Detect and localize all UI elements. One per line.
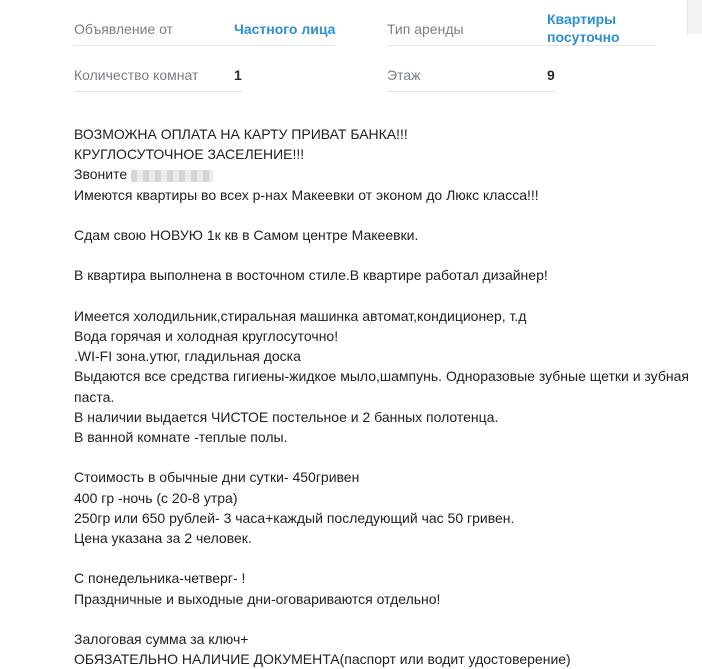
description-line: ОБЯЗАТЕЛЬНО НАЛИЧИЕ ДОКУМЕНТА(паспорт или водит удостоверение): [74, 651, 571, 668]
description-line: 400 гр -ночь (с 20-8 утра): [74, 489, 238, 506]
description-line: Сдам свою НОВУЮ 1к кв в Самом центре Макеевки.: [74, 227, 419, 243]
call-label: Звоните: [74, 166, 128, 183]
param-label: Количество комнат: [74, 67, 199, 83]
description-line: Стоимость в обычные дни сутки- 450гривен: [74, 469, 360, 486]
description-line: В квартира выполнена в восточном стиле.В квартире работал дизайнер!: [74, 267, 548, 284]
param-rooms: [74, 46, 243, 92]
params-row-2: [0, 46, 702, 92]
description-line: Имеется холодильник,стиральная машинка автомат,кондиционер, т.д: [74, 307, 527, 324]
description-line: Праздничные и выходные дни-оговариваются отдельно!: [74, 590, 441, 607]
description-line: Вода горячая и холодная круглосуточно!: [74, 327, 339, 344]
listing-description: [74, 124, 698, 669]
rent-type-link[interactable]: [547, 10, 620, 46]
description-line: С понедельника-четверг- !: [74, 570, 246, 587]
description-line: В ванной комнате -теплые полы.: [74, 429, 288, 445]
rent-type-line-2: посуточно: [547, 29, 620, 45]
description-line: КРУГЛОСУТОЧНОЕ ЗАСЕЛЕНИЕ!!!: [74, 146, 305, 163]
params-row-1: [0, 0, 702, 46]
rent-type-line-1: Квартиры: [547, 11, 617, 27]
param-floor: [387, 46, 556, 92]
param-advert-from: [74, 0, 336, 46]
description-line: Выдаются все средства гигиены-жидкое мыло,шампунь. Одноразовые зубные щетки и зубная паста.: [74, 368, 689, 405]
advert-from-link[interactable]: Частного лица: [234, 21, 336, 37]
rooms-value: 1: [234, 67, 242, 83]
floor-value: 9: [547, 67, 555, 83]
description-line: ВОЗМОЖНА ОПЛАТА НА КАРТУ ПРИВАТ БАНКА!!!: [74, 126, 408, 142]
description-line: 250гр или 650 рублей- 3 часа+каждый последующий час 50 гривен.: [74, 509, 515, 526]
description-line: Залоговая сумма за ключ+: [74, 630, 249, 647]
param-rent-type: [387, 0, 655, 46]
call-line: [74, 164, 698, 184]
description-line: Цена указана за 2 человек.: [74, 530, 252, 546]
param-label: Объявление от: [74, 21, 173, 37]
description-line: В наличии выдается ЧИСТОЕ постельное и 2 банных полотенца.: [74, 408, 499, 425]
description-line: Имеются квартиры во всех р-нах Макеевки от эконом до Люкс класса!!!: [74, 186, 539, 203]
param-label: Этаж: [387, 67, 421, 83]
description-line: .WI-FI зона.утюг, гладильная доска: [74, 348, 301, 365]
phone-number-hidden[interactable]: [131, 170, 213, 182]
param-label: Тип аренды: [387, 21, 464, 37]
